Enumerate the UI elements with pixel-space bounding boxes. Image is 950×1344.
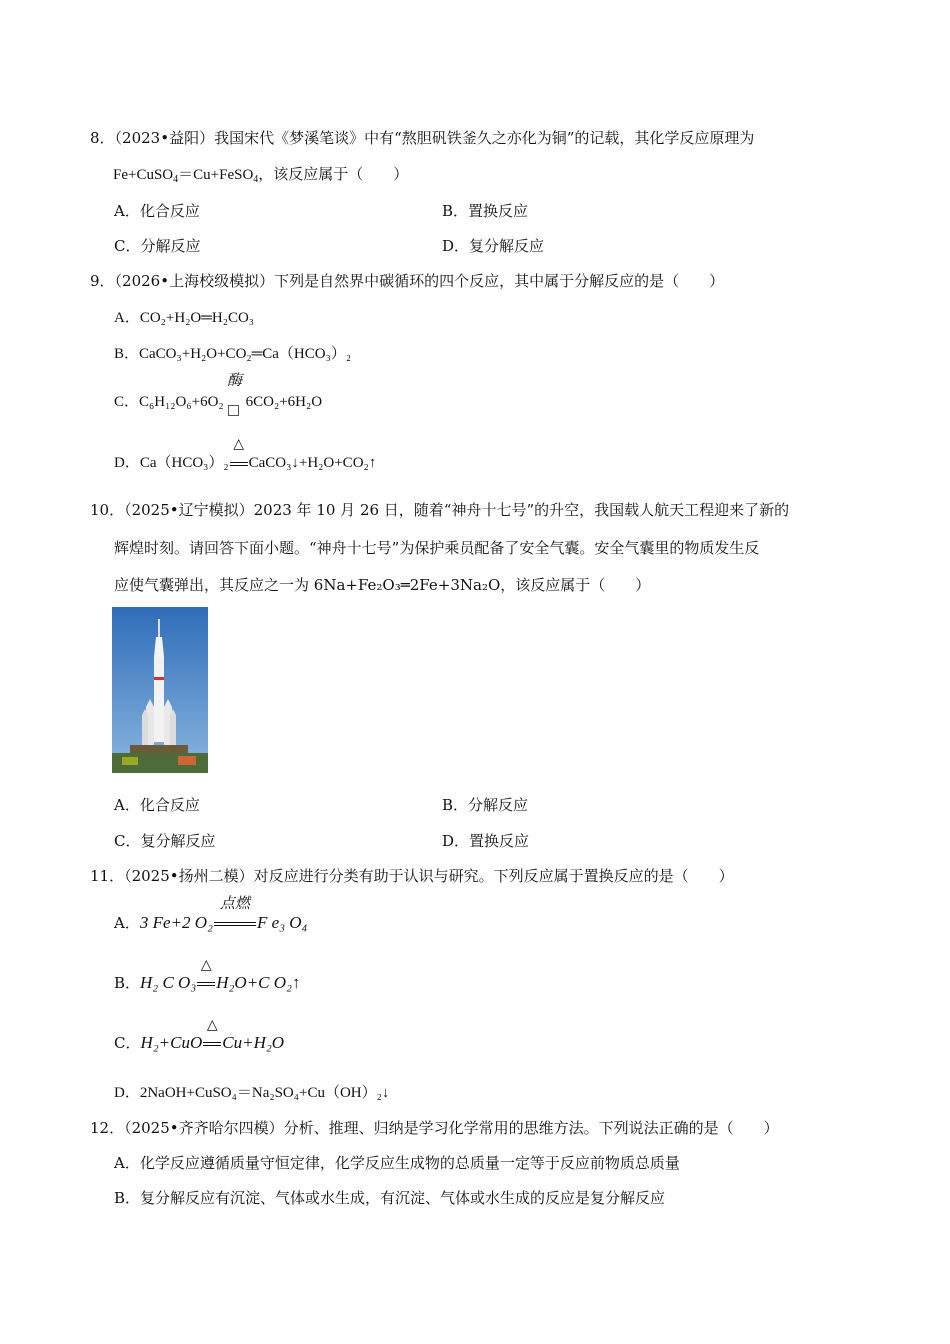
- rocket-launch-photo: [112, 607, 208, 773]
- heat-condition: △: [202, 1033, 222, 1053]
- q11-option-a: A．3 Fe+2 O₂ 点燃 F e₃ O₄: [114, 896, 308, 932]
- q11-option-d: D．2NaOH+CuSO₄＝Na₂SO₄+Cu（OH）₂↓: [114, 1085, 390, 1101]
- q12-option-a: A．化学反应遵循质量守恒定律，化学反应生成物的总质量一定等于反应前物质总质量: [114, 1154, 680, 1172]
- q9-option-c: C．C₆H₁₂O₆+6O₂ 酶 6CO₂+6H₂O: [114, 392, 322, 412]
- q12-stem: 12．（2025•齐齐哈尔四模）分析、推理、归纳是学习化学常用的思维方法。下列说法正确的是（ ）: [90, 1119, 779, 1137]
- q11-option-c: C．H₂+CuO △ Cu+H₂O: [114, 1017, 285, 1052]
- q8-stem-line1: 8．（2023•益阳）我国宋代《梦溪笔谈》中有“熬胆矾铁釜久之亦化为铜”的记载，其化学反应原理为: [90, 129, 755, 147]
- q9-option-d: D．Ca（HCO₃）₂ △ CaCO₃↓+H₂O+CO₂↑: [114, 437, 377, 471]
- placeholder-box-icon: [228, 405, 239, 416]
- q10-option-a: A．化合反应: [114, 796, 200, 814]
- q9-option-b: B．CaCO₃+H₂O+CO₂═Ca（HCO₃）₂: [114, 346, 352, 362]
- q10-option-b: B．分解反应: [442, 796, 529, 814]
- enzyme-condition: 酶: [224, 392, 246, 412]
- q12-option-b: B．复分解反应有沉淀、气体或水生成，有沉淀、气体或水生成的反应是复分解反应: [114, 1189, 666, 1207]
- q8-option-b: B．置换反应: [442, 202, 529, 220]
- heat-condition: △: [196, 973, 216, 993]
- q10-option-d: D．置换反应: [442, 832, 530, 850]
- q8-option-a: A．化合反应: [114, 202, 200, 220]
- q10-option-c: C．复分解反应: [114, 832, 216, 850]
- q9-option-a: A．CO₂+H₂O═H₂CO₃: [114, 310, 255, 326]
- q8-option-c: C．分解反应: [114, 237, 201, 255]
- q9-stem: 9．（2026•上海校级模拟）下列是自然界中碳循环的四个反应，其中属于分解反应的是（ ）: [90, 272, 725, 290]
- q8-option-d: D．复分解反应: [442, 237, 545, 255]
- ignite-condition: 点燃: [213, 913, 257, 933]
- q10-stem-line2: 辉煌时刻。请回答下面小题。“神舟十七号”为保护乘员配备了安全气囊。安全气囊里的物质发生反: [114, 539, 760, 557]
- heat-condition: △: [229, 453, 249, 473]
- q10-stem-line3: 应使气囊弹出，其反应之一为 6Na+Fe₂O₃═2Fe+3Na₂O，该反应属于（ ）: [114, 576, 651, 594]
- q11-stem: 11．（2025•扬州二模）对反应进行分类有助于认识与研究。下列反应属于置换反应的是（ ）: [90, 867, 734, 885]
- q11-option-b: B．H₂ C O₃ △ H₂O+C O₂↑: [114, 957, 301, 992]
- q8-stem-line2: Fe+CuSO$_4$＝Cu+FeSO$_4$，该反应属于（ ）: [113, 167, 409, 185]
- q10-stem-line1: 10．（2025•辽宁模拟）2023 年 10 月 26 日，随着“神舟十七号”的升空，我国载人航天工程迎来了新的: [90, 501, 790, 519]
